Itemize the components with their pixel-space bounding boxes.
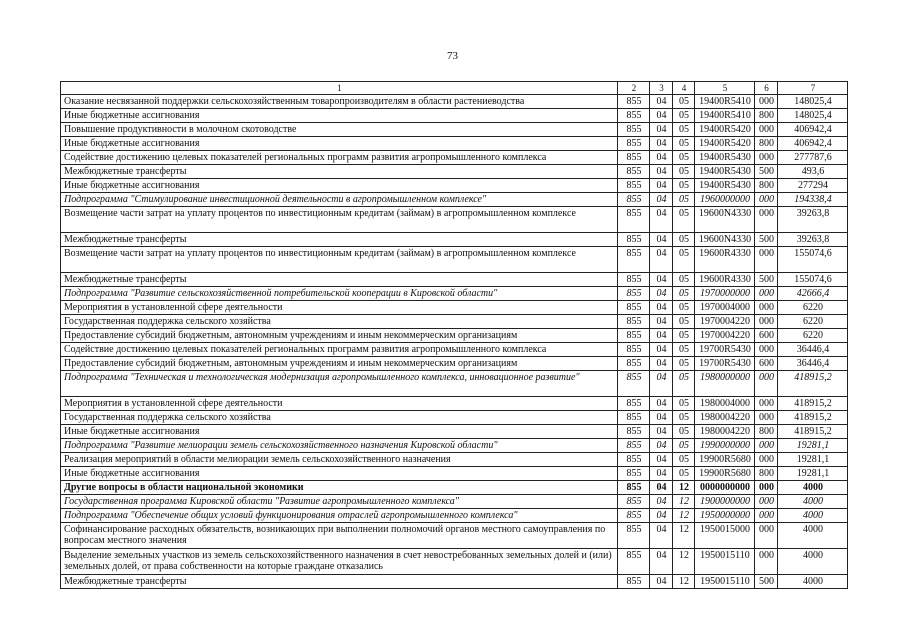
row-section-code: 04 [650, 549, 673, 575]
row-section-code: 04 [650, 123, 673, 137]
row-section-code: 04 [650, 273, 673, 287]
row-name-cell: Государственная программа Кировской области "Развитие агропромышленного комплекса" [61, 495, 618, 509]
table-body [61, 82, 848, 589]
row-expense-type: 000 [755, 481, 778, 495]
row-subsection-code: 05 [673, 273, 695, 287]
row-name-cell: Подпрограмма "Развитие мелиорации земель сельскохозяйственного назначения Кировской области" [61, 439, 618, 453]
row-amount: 406942,4 [778, 137, 848, 151]
table-row [61, 123, 848, 137]
row-section-code: 04 [650, 109, 673, 123]
row-amount: 148025,4 [778, 109, 848, 123]
row-expense-type: 000 [755, 509, 778, 523]
row-subsection-code: 05 [673, 301, 695, 315]
row-expense-type: 800 [755, 179, 778, 193]
row-amount: 36446,4 [778, 357, 848, 371]
row-expense-type: 000 [755, 193, 778, 207]
row-expense-type: 500 [755, 165, 778, 179]
table-row [61, 287, 848, 301]
row-expense-type: 000 [755, 495, 778, 509]
table-row [61, 467, 848, 481]
table-row [61, 193, 848, 207]
table-row [61, 509, 848, 523]
row-subsection-code: 12 [673, 575, 695, 589]
row-section-code: 04 [650, 95, 673, 109]
row-ministry-code: 855 [618, 207, 650, 233]
row-name-cell: Иные бюджетные ассигнования [61, 425, 618, 439]
row-name-cell: Возмещение части затрат на уплату процентов по инвестиционным кредитам (займам) в агропромышленном комплексе [61, 247, 618, 273]
row-target-article: 19400R5430 [695, 151, 755, 165]
row-expense-type: 000 [755, 315, 778, 329]
row-amount: 194338,4 [778, 193, 848, 207]
table-row [61, 343, 848, 357]
table-row [61, 233, 848, 247]
row-name-cell: Повышение продуктивности в молочном скотоводстве [61, 123, 618, 137]
row-subsection-code: 12 [673, 481, 695, 495]
row-section-code: 04 [650, 137, 673, 151]
table-row [61, 357, 848, 371]
row-name-cell: Содействие достижению целевых показателей региональных программ развития агропромышленного комплекса [61, 151, 618, 165]
table-row [61, 575, 848, 589]
row-name-cell: Государственная поддержка сельского хозяйства [61, 315, 618, 329]
row-section-code: 04 [650, 165, 673, 179]
row-target-article: 19600R4330 [695, 247, 755, 273]
row-subsection-code: 05 [673, 287, 695, 301]
row-subsection-code: 05 [673, 207, 695, 233]
header-col-2: 2 [618, 82, 650, 95]
row-subsection-code: 05 [673, 467, 695, 481]
row-target-article: 1970004220 [695, 329, 755, 343]
row-amount: 19281,1 [778, 439, 848, 453]
row-expense-type: 000 [755, 549, 778, 575]
row-subsection-code: 05 [673, 233, 695, 247]
row-expense-type: 000 [755, 301, 778, 315]
row-expense-type: 000 [755, 95, 778, 109]
row-section-code: 04 [650, 425, 673, 439]
row-section-code: 04 [650, 467, 673, 481]
row-section-code: 04 [650, 247, 673, 273]
row-expense-type: 600 [755, 357, 778, 371]
table-row [61, 301, 848, 315]
row-target-article: 1980004000 [695, 397, 755, 411]
row-target-article: 19900R5680 [695, 453, 755, 467]
row-expense-type: 800 [755, 137, 778, 151]
row-ministry-code: 855 [618, 247, 650, 273]
row-amount: 277787,6 [778, 151, 848, 165]
row-ministry-code: 855 [618, 495, 650, 509]
row-section-code: 04 [650, 301, 673, 315]
row-section-code: 04 [650, 315, 673, 329]
row-section-code: 04 [650, 575, 673, 589]
row-subsection-code: 05 [673, 193, 695, 207]
row-target-article: 0000000000 [695, 481, 755, 495]
row-amount: 493,6 [778, 165, 848, 179]
row-target-article: 19400R5410 [695, 109, 755, 123]
row-name-cell: Оказание несвязанной поддержки сельскохозяйственным товаропроизводителям в области растениеводства [61, 95, 618, 109]
table-row [61, 453, 848, 467]
row-amount: 277294 [778, 179, 848, 193]
row-ministry-code: 855 [618, 343, 650, 357]
row-section-code: 04 [650, 397, 673, 411]
row-amount: 36446,4 [778, 343, 848, 357]
row-amount: 19281,1 [778, 467, 848, 481]
row-expense-type: 000 [755, 453, 778, 467]
row-amount: 418915,2 [778, 371, 848, 397]
table-row [61, 371, 848, 397]
table-row [61, 95, 848, 109]
row-amount: 4000 [778, 575, 848, 589]
row-subsection-code: 05 [673, 137, 695, 151]
row-subsection-code: 05 [673, 453, 695, 467]
row-amount: 418915,2 [778, 397, 848, 411]
row-amount: 406942,4 [778, 123, 848, 137]
row-name-cell: Реализация мероприятий в области мелиорации земель сельскохозяйственного назначения [61, 453, 618, 467]
row-target-article: 19700R5430 [695, 357, 755, 371]
row-expense-type: 500 [755, 233, 778, 247]
table-row [61, 549, 848, 575]
table-row [61, 523, 848, 549]
row-name-cell: Возмещение части затрат на уплату процентов по инвестиционным кредитам (займам) в агропромышленном комплексе [61, 207, 618, 233]
row-target-article: 19600N4330 [695, 233, 755, 247]
row-expense-type: 000 [755, 523, 778, 549]
row-target-article: 1950015110 [695, 549, 755, 575]
table-row [61, 165, 848, 179]
row-target-article: 19400R5430 [695, 165, 755, 179]
row-expense-type: 000 [755, 247, 778, 273]
row-target-article: 1980004220 [695, 411, 755, 425]
row-ministry-code: 855 [618, 95, 650, 109]
row-expense-type: 000 [755, 371, 778, 397]
row-section-code: 04 [650, 343, 673, 357]
header-col-3: 3 [650, 82, 673, 95]
header-row [61, 82, 848, 95]
row-subsection-code: 12 [673, 523, 695, 549]
row-section-code: 04 [650, 179, 673, 193]
table-row [61, 109, 848, 123]
row-amount: 4000 [778, 549, 848, 575]
table-row [61, 411, 848, 425]
row-subsection-code: 05 [673, 151, 695, 165]
row-ministry-code: 855 [618, 179, 650, 193]
row-section-code: 04 [650, 411, 673, 425]
row-target-article: 19600R4330 [695, 273, 755, 287]
row-name-cell: Государственная поддержка сельского хозяйства [61, 411, 618, 425]
table-row [61, 315, 848, 329]
row-amount: 155074,6 [778, 247, 848, 273]
row-expense-type: 800 [755, 425, 778, 439]
row-target-article: 1980004220 [695, 425, 755, 439]
row-ministry-code: 855 [618, 439, 650, 453]
row-amount: 418915,2 [778, 411, 848, 425]
row-section-code: 04 [650, 287, 673, 301]
row-section-code: 04 [650, 233, 673, 247]
row-ministry-code: 855 [618, 481, 650, 495]
row-subsection-code: 05 [673, 439, 695, 453]
row-amount: 418915,2 [778, 425, 848, 439]
row-section-code: 04 [650, 523, 673, 549]
row-section-code: 04 [650, 509, 673, 523]
table-row [61, 179, 848, 193]
row-subsection-code: 05 [673, 179, 695, 193]
row-subsection-code: 05 [673, 165, 695, 179]
row-subsection-code: 05 [673, 425, 695, 439]
row-amount: 4000 [778, 509, 848, 523]
row-expense-type: 000 [755, 287, 778, 301]
table-row [61, 247, 848, 273]
row-expense-type: 000 [755, 439, 778, 453]
table-row [61, 273, 848, 287]
row-name-cell: Предоставление субсидий бюджетным, автономным учреждениям и иным некоммерческим организациям [61, 357, 618, 371]
row-expense-type: 000 [755, 151, 778, 165]
row-amount: 4000 [778, 495, 848, 509]
table-row [61, 397, 848, 411]
row-name-cell: Межбюджетные трансферты [61, 165, 618, 179]
row-name-cell: Другие вопросы в области национальной экономики [61, 481, 618, 495]
row-subsection-code: 05 [673, 109, 695, 123]
row-target-article: 19400R5420 [695, 123, 755, 137]
row-name-cell: Предоставление субсидий бюджетным, автономным учреждениям и иным некоммерческим организациям [61, 329, 618, 343]
row-subsection-code: 05 [673, 247, 695, 273]
row-name-cell: Мероприятия в установленной сфере деятельности [61, 397, 618, 411]
row-name-cell: Мероприятия в установленной сфере деятельности [61, 301, 618, 315]
row-ministry-code: 855 [618, 193, 650, 207]
row-ministry-code: 855 [618, 315, 650, 329]
table-row [61, 495, 848, 509]
row-amount: 155074,6 [778, 273, 848, 287]
row-section-code: 04 [650, 329, 673, 343]
row-ministry-code: 855 [618, 549, 650, 575]
row-target-article: 19600N4330 [695, 207, 755, 233]
row-expense-type: 500 [755, 575, 778, 589]
row-name-cell: Софинансирование расходных обязательств, возникающих при выполнении полномочий органов местного самоуправления по вопросам местного значения [61, 523, 618, 549]
row-section-code: 04 [650, 453, 673, 467]
row-subsection-code: 12 [673, 549, 695, 575]
row-expense-type: 000 [755, 343, 778, 357]
row-section-code: 04 [650, 371, 673, 397]
row-subsection-code: 05 [673, 343, 695, 357]
table-row [61, 439, 848, 453]
row-subsection-code: 05 [673, 397, 695, 411]
table-row [61, 425, 848, 439]
row-target-article: 19900R5680 [695, 467, 755, 481]
table-row [61, 329, 848, 343]
row-target-article: 1950000000 [695, 509, 755, 523]
row-expense-type: 800 [755, 109, 778, 123]
row-amount: 6220 [778, 329, 848, 343]
row-ministry-code: 855 [618, 301, 650, 315]
row-name-cell: Выделение земельных участков из земель сельскохозяйственного назначения в счет невостребованных земельных долей и (или) земельных долей, от права собственности на которые граждане отказались [61, 549, 618, 575]
row-ministry-code: 855 [618, 165, 650, 179]
row-target-article: 1950015000 [695, 523, 755, 549]
row-subsection-code: 05 [673, 329, 695, 343]
row-ministry-code: 855 [618, 123, 650, 137]
row-target-article: 19400R5420 [695, 137, 755, 151]
row-name-cell: Подпрограмма "Обеспечение общих условий функционирования отраслей агропромышленного комплекса" [61, 509, 618, 523]
row-target-article: 1970004220 [695, 315, 755, 329]
row-name-cell: Иные бюджетные ассигнования [61, 467, 618, 481]
row-name-cell: Межбюджетные трансферты [61, 273, 618, 287]
row-expense-type: 500 [755, 273, 778, 287]
row-expense-type: 800 [755, 467, 778, 481]
row-section-code: 04 [650, 193, 673, 207]
row-amount: 42666,4 [778, 287, 848, 301]
table-row [61, 151, 848, 165]
row-ministry-code: 855 [618, 357, 650, 371]
row-name-cell: Подпрограмма "Стимулирование инвестиционной деятельности в агропромышленном комплексе" [61, 193, 618, 207]
table-row [61, 481, 848, 495]
row-name-cell: Подпрограмма "Техническая и технологическая модернизация агропромышленного комплекса, инновационное развитие" [61, 371, 618, 397]
row-ministry-code: 855 [618, 575, 650, 589]
row-subsection-code: 05 [673, 123, 695, 137]
row-name-cell: Иные бюджетные ассигнования [61, 109, 618, 123]
row-subsection-code: 05 [673, 411, 695, 425]
row-section-code: 04 [650, 207, 673, 233]
table-row [61, 207, 848, 233]
header-col-4: 4 [673, 82, 695, 95]
row-target-article: 1950015110 [695, 575, 755, 589]
row-target-article: 1970004000 [695, 301, 755, 315]
row-amount: 39263,8 [778, 233, 848, 247]
row-target-article: 19400R5430 [695, 179, 755, 193]
row-subsection-code: 05 [673, 371, 695, 397]
row-target-article: 1980000000 [695, 371, 755, 397]
row-expense-type: 000 [755, 207, 778, 233]
row-ministry-code: 855 [618, 411, 650, 425]
row-target-article: 1990000000 [695, 439, 755, 453]
row-ministry-code: 855 [618, 137, 650, 151]
row-amount: 19281,1 [778, 453, 848, 467]
header-col-5: 5 [695, 82, 755, 95]
row-amount: 6220 [778, 301, 848, 315]
row-ministry-code: 855 [618, 467, 650, 481]
row-target-article: 1960000000 [695, 193, 755, 207]
row-expense-type: 000 [755, 397, 778, 411]
row-ministry-code: 855 [618, 329, 650, 343]
row-amount: 6220 [778, 315, 848, 329]
row-ministry-code: 855 [618, 397, 650, 411]
row-name-cell: Межбюджетные трансферты [61, 575, 618, 589]
budget-table [60, 81, 848, 589]
row-ministry-code: 855 [618, 371, 650, 397]
row-section-code: 04 [650, 481, 673, 495]
row-section-code: 04 [650, 151, 673, 165]
header-col-7: 7 [778, 82, 848, 95]
row-amount: 148025,4 [778, 95, 848, 109]
row-target-article: 1900000000 [695, 495, 755, 509]
row-ministry-code: 855 [618, 509, 650, 523]
row-ministry-code: 855 [618, 453, 650, 467]
row-ministry-code: 855 [618, 151, 650, 165]
row-name-cell: Подпрограмма "Развитие сельскохозяйственной потребительской кооперации в Кировской области" [61, 287, 618, 301]
row-name-cell: Иные бюджетные ассигнования [61, 179, 618, 193]
row-name-cell: Иные бюджетные ассигнования [61, 137, 618, 151]
row-target-article: 19700R5430 [695, 343, 755, 357]
row-subsection-code: 12 [673, 495, 695, 509]
row-ministry-code: 855 [618, 425, 650, 439]
row-ministry-code: 855 [618, 273, 650, 287]
row-amount: 4000 [778, 523, 848, 549]
row-name-cell: Межбюджетные трансферты [61, 233, 618, 247]
row-ministry-code: 855 [618, 109, 650, 123]
row-subsection-code: 05 [673, 95, 695, 109]
row-amount: 4000 [778, 481, 848, 495]
row-section-code: 04 [650, 357, 673, 371]
header-col-1: 1 [61, 82, 618, 95]
row-ministry-code: 855 [618, 287, 650, 301]
row-ministry-code: 855 [618, 233, 650, 247]
row-expense-type: 000 [755, 411, 778, 425]
page-number: 73 [447, 50, 458, 62]
table-row [61, 137, 848, 151]
row-ministry-code: 855 [618, 523, 650, 549]
row-subsection-code: 05 [673, 357, 695, 371]
row-section-code: 04 [650, 495, 673, 509]
row-subsection-code: 12 [673, 509, 695, 523]
row-target-article: 19400R5410 [695, 95, 755, 109]
row-section-code: 04 [650, 439, 673, 453]
row-expense-type: 600 [755, 329, 778, 343]
row-name-cell: Содействие достижению целевых показателей региональных программ развития агропромышленного комплекса [61, 343, 618, 357]
row-target-article: 1970000000 [695, 287, 755, 301]
header-col-6: 6 [755, 82, 778, 95]
row-amount: 39263,8 [778, 207, 848, 233]
row-subsection-code: 05 [673, 315, 695, 329]
row-expense-type: 000 [755, 123, 778, 137]
